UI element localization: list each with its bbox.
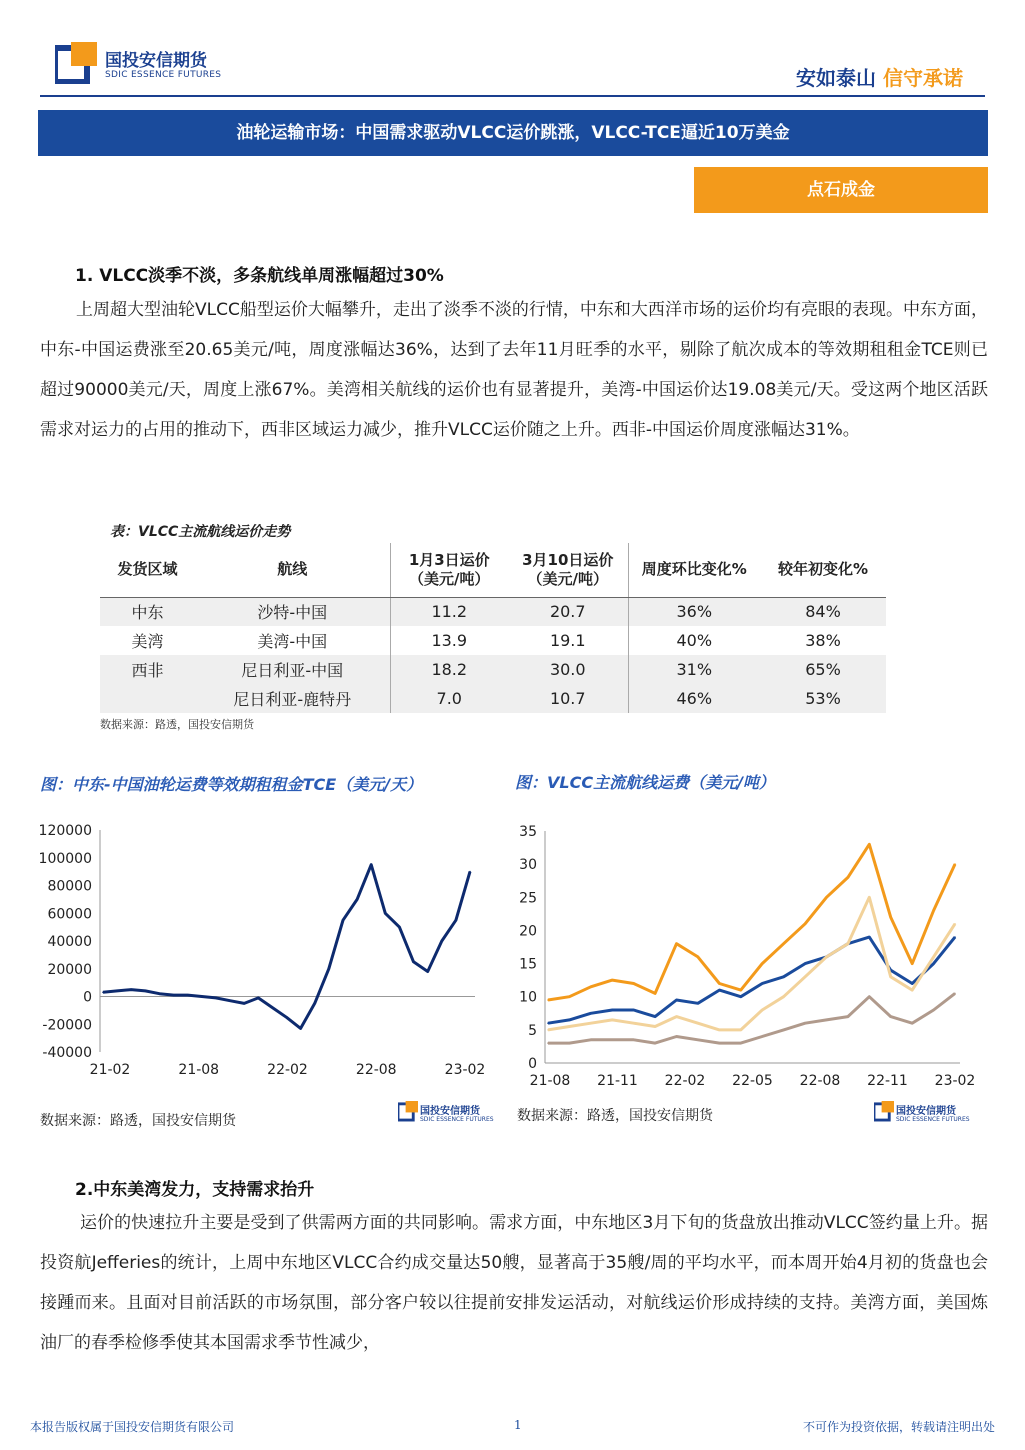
data-point [719,1042,721,1044]
data-point [201,996,203,998]
data-point [740,996,742,998]
data-point [719,1029,721,1031]
section2-heading: 2.中东美湾发力，支持需求抬升 [75,1180,315,1200]
y-tick-label: 20000 [47,961,92,978]
table-caption: 表：VLCC主流航线运价走势 [110,524,291,540]
data-point [102,992,104,994]
header-wow: 周度环比变化% [628,543,760,597]
data-point [547,1029,549,1031]
table-row: 尼日利亚-鹿特丹 7.0 10.7 46% 53% [100,684,886,713]
data-point [954,863,956,865]
data-point [954,923,956,925]
y-tick-label: 10 [519,989,537,1006]
data-point [804,963,806,965]
y-tick-label: 120000 [38,823,92,839]
report-title: 油轮运输市场：中国需求驱动VLCC运价跳涨，VLCC-TCE逼近10万美金 [38,110,988,156]
data-point [954,993,956,995]
x-tick-label: 22-05 [732,1073,773,1089]
data-point [314,1003,316,1005]
header-ytd: 较年初变化% [760,543,886,597]
x-tick-label: 22-08 [355,1062,397,1078]
company-logo [55,40,235,88]
data-point [740,1042,742,1044]
data-point [173,994,175,996]
data-point [761,983,763,985]
data-point [933,910,935,912]
data-point [547,1042,549,1044]
data-point [783,976,785,978]
data-point [612,979,614,981]
data-point [590,1013,592,1015]
logo-mark-icon [55,42,97,84]
data-point [633,1039,635,1041]
table-source: 数据来源：路透，国投安信期货 [100,718,254,731]
data-point [385,913,387,915]
data-point [911,963,913,965]
page-number: 1 [514,1418,522,1432]
data-point [826,956,828,958]
logo-name-en: SDIC ESSENCE FUTURES [105,70,222,80]
data-point [933,963,935,965]
x-tick-label: 22-08 [799,1073,841,1089]
x-tick-label: 21-02 [89,1062,131,1078]
data-point [826,1019,828,1021]
data-point [804,923,806,925]
data-point [761,1036,763,1038]
data-point [740,989,742,991]
logo-mark-icon [398,1100,418,1122]
slogan [796,62,963,91]
data-point [697,956,699,958]
data-point [869,936,871,938]
data-point [569,1019,571,1021]
slogan-part1: 安如泰山 [796,66,877,90]
x-tick-label: 21-08 [178,1062,220,1078]
figure1-caption: 图：中东-中国油轮运费等效期租租金TCE（美元/天） [40,775,423,794]
data-point [342,919,344,921]
section1-paragraph: 上周超大型油轮VLCC船型运价大幅攀升，走出了淡季不淡的行情，中东和大西洋市场的运价均有亮眼的表现。中东方面，中东-中国运费涨至20.65美元/吨，周度涨幅达36%，达到了去年11月旺季的水平，剔除了航次成本的等效期租租金TCE则已超过90000美元/天，周度上涨67%。美湾相关航线的运价也有显著提升，美湾-中国运价达19.08美元/天。受这两个地区活跃需求对运力的占用的推动下，西非区域运力减少，推升VLCC运价随之上升。西非-中国运价周度涨幅达31%。 [40,300,988,440]
data-point [890,1016,892,1018]
data-point [847,1016,849,1018]
y-tick-label: 80000 [47,878,92,895]
data-point [590,1022,592,1024]
y-tick-label: 0 [83,989,92,1006]
data-point [612,1009,614,1011]
y-tick-label: 20 [519,923,537,940]
data-point [783,996,785,998]
data-point [569,1042,571,1044]
data-point [890,976,892,978]
data-point [258,997,260,999]
data-point [654,1026,656,1028]
data-point [761,1009,763,1011]
data-point [804,976,806,978]
data-point [954,936,956,938]
data-point [187,994,189,996]
header-divider [40,95,985,97]
slogan-part2: 信守承诺 [883,66,963,90]
table-row: 西非 尼日利亚-中国 18.2 30.0 31% 65% [100,655,886,684]
data-point [676,1036,678,1038]
figure1-source: 数据来源：路透，国投安信期货 [40,1113,236,1129]
data-point [869,996,871,998]
data-point [590,986,592,988]
x-tick-label: 22-11 [867,1073,908,1089]
y-tick-label: 25 [519,890,537,907]
section1-heading: 1. VLCC淡季不淡，多条航线单周涨幅超过30% [75,266,444,286]
data-point [633,983,635,985]
data-point [455,919,457,921]
data-point [697,1022,699,1024]
data-point [869,897,871,899]
data-point [399,926,401,928]
x-tick-label: 22-02 [664,1073,706,1089]
data-point [933,956,935,958]
data-point [612,1039,614,1041]
table-row: 美湾 美湾-中国 13.9 19.1 40% 38% [100,626,886,655]
data-point [654,993,656,995]
x-tick-label: 22-02 [267,1062,308,1078]
data-point [783,1029,785,1031]
x-tick-label: 21-08 [529,1073,571,1089]
logo-mark-icon [874,1100,894,1122]
figure1-logo: 国投安信期货 SDIC ESSENCE FUTURES [398,1100,488,1130]
series-line-0 [103,865,470,1029]
data-point [676,943,678,945]
column-tag: 点石成金 [694,167,988,213]
data-point [413,961,415,963]
data-point [370,864,372,866]
section2-paragraph: 运价的快速拉升主要是受到了供需两方面的共同影响。需求方面，中东地区3月下旬的货盘放出推动VLCC签约量上升。据投资航Jefferies的统计，上周中东地区VLCC合约成交量达50艘，显著高于35艘/周的平均水平，而本周开始4月初的货盘也会接踵而来。且面对目前活跃的市场氛围，部分客户较以往提前安排发运活动，对航线运价形成持续的支持。美湾方面，美国炼油厂的春季检修季使其本国需求季节性减少， [40,1213,988,1353]
data-point [633,1022,635,1024]
data-point [654,1042,656,1044]
header-jan3: 1月3日运价 （美元/吨） [390,543,508,597]
figure2-logo: 国投安信期货 SDIC ESSENCE FUTURES [874,1100,964,1130]
data-point [804,1022,806,1024]
data-point [469,871,471,873]
table-row: 中东 沙特-中国 11.2 20.7 36% 84% [100,597,886,626]
figure2-source: 数据来源：路透，国投安信期货 [517,1108,713,1124]
data-point [116,990,118,992]
y-tick-label: 35 [519,824,537,840]
data-point [697,1039,699,1041]
data-point [427,971,429,973]
data-point [847,943,849,945]
data-point [676,999,678,1001]
data-point [612,1019,614,1021]
data-point [633,1009,635,1011]
data-point [569,1026,571,1028]
data-point [654,1016,656,1018]
data-point [547,999,549,1001]
vlcc-rates-line-chart [505,815,975,1095]
data-point [145,990,147,992]
footer-copyright: 本报告版权属于国投安信期货有限公司 [30,1420,235,1434]
data-point [697,1003,699,1005]
data-point [356,899,358,901]
data-point [847,877,849,879]
data-point [890,916,892,918]
x-tick-label: 23-02 [934,1073,976,1089]
data-point [783,943,785,945]
header-mar10: 3月10日运价 （美元/吨） [508,543,628,597]
figure2-caption: 图：VLCC主流航线运费（美元/吨） [515,773,775,792]
series-line-0 [548,844,955,1000]
data-point [286,1017,288,1019]
x-tick-label: 21-11 [597,1073,638,1089]
data-point [328,968,330,970]
data-point [300,1028,302,1030]
data-point [441,940,443,942]
data-point [826,897,828,899]
y-tick-label: 60000 [47,906,92,923]
y-tick-label: 0 [528,1056,537,1072]
data-point [911,989,913,991]
data-point [740,1029,742,1031]
y-tick-label: 30 [519,857,537,874]
header-route: 航线 [195,543,390,597]
y-tick-label: -20000 [42,1017,92,1034]
data-point [911,1022,913,1024]
logo-name-cn: 国投安信期货 [105,51,207,71]
data-point [547,1022,549,1024]
y-tick-label: 100000 [38,850,92,867]
header-region: 发货区域 [100,543,195,597]
footer-disclaimer: 不可作为投资依据，转载请注明出处 [802,1420,995,1434]
tce-line-chart [30,815,490,1090]
y-tick-label: 15 [519,956,537,973]
x-tick-label: 23-02 [444,1062,486,1078]
data-point [229,1000,231,1002]
data-point [911,983,913,985]
data-point [215,997,217,999]
data-point [159,993,161,995]
data-point [243,1003,245,1005]
vlcc-rates-table [100,543,886,713]
data-point [869,844,871,846]
data-point [719,989,721,991]
data-point [590,1039,592,1041]
data-point [130,989,132,991]
data-point [569,996,571,998]
data-point [719,983,721,985]
data-point [761,963,763,965]
y-tick-label: 40000 [47,934,92,950]
y-tick-label: -40000 [42,1045,92,1061]
data-point [676,1016,678,1018]
data-point [272,1007,274,1009]
y-tick-label: 5 [528,1022,537,1039]
data-point [933,1009,935,1011]
